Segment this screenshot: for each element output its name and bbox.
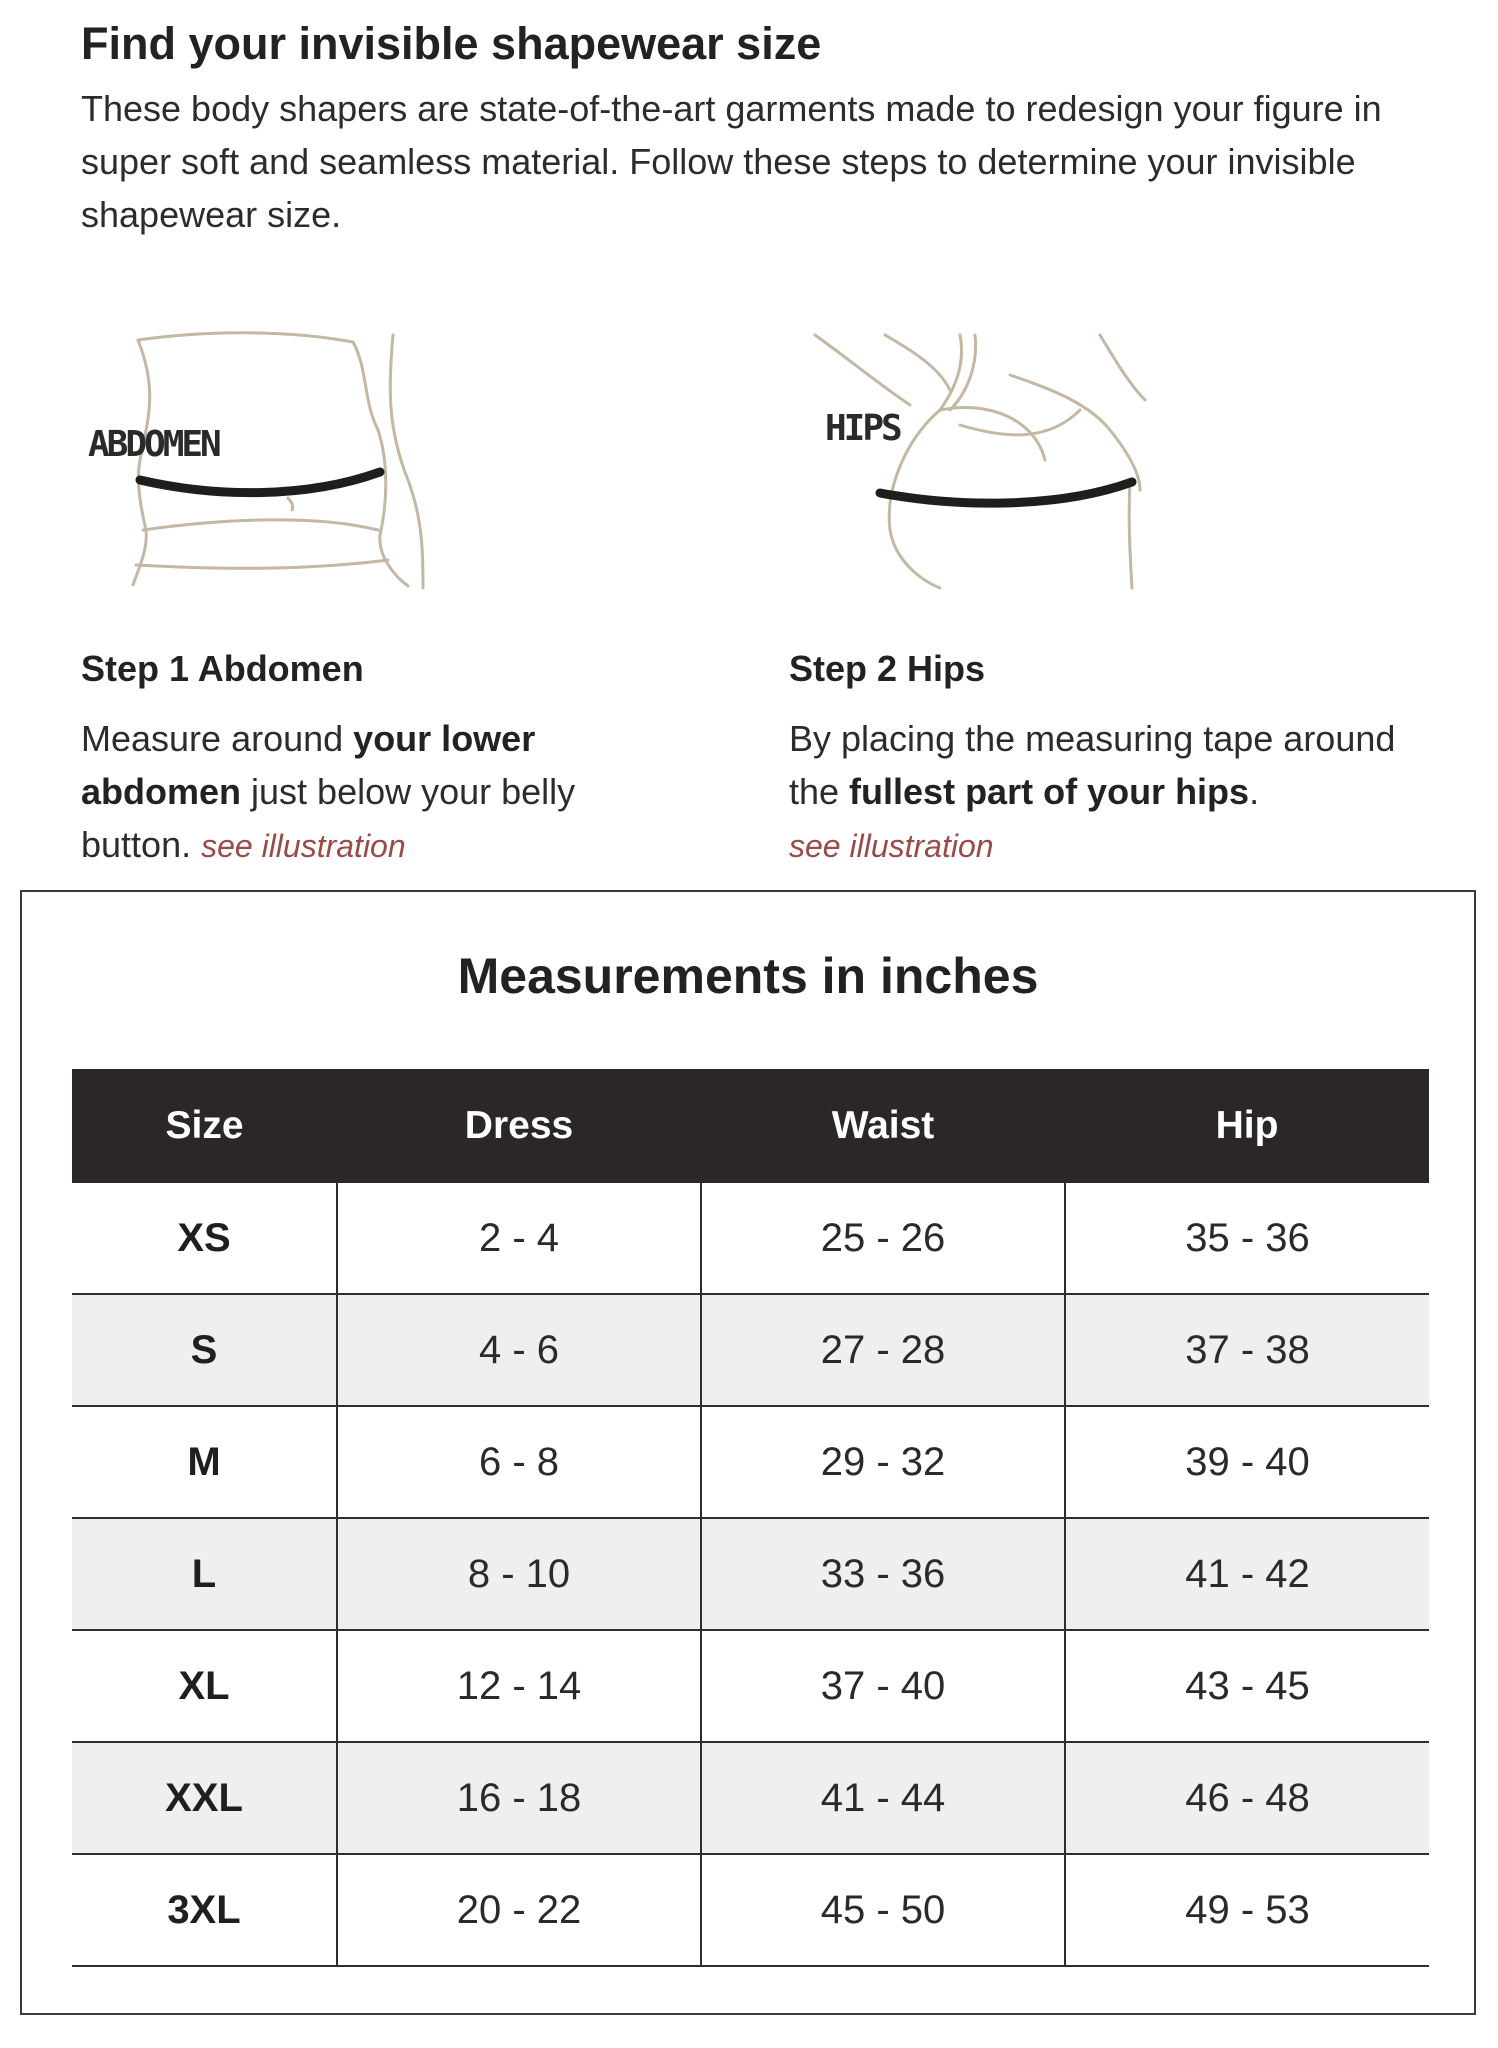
size-table [72, 1069, 1429, 1967]
hips-label: HIPS [825, 408, 900, 449]
waist-cell: 41 - 44 [701, 1742, 1065, 1854]
table-row [72, 1183, 1429, 1294]
hip-cell: 46 - 48 [1065, 1742, 1429, 1854]
dress-cell: 16 - 18 [337, 1742, 701, 1854]
table-row [72, 1854, 1429, 1966]
dress-cell: 12 - 14 [337, 1630, 701, 1742]
table-row [72, 1742, 1429, 1854]
step-1-text-after: just below your belly button. [81, 771, 576, 865]
abdomen-illustration [88, 330, 438, 590]
waist-cell: 33 - 36 [701, 1518, 1065, 1630]
column-header-hip: Hip [1065, 1069, 1429, 1183]
size-cell: M [72, 1406, 337, 1518]
hip-cell: 41 - 42 [1065, 1518, 1429, 1630]
step-2-text-before: By placing the measuring tape around the [789, 718, 1396, 812]
size-cell: L [72, 1518, 337, 1630]
step-1-text-bold: your lower abdomen [81, 718, 536, 812]
hip-cell: 37 - 38 [1065, 1294, 1429, 1406]
dress-cell: 4 - 6 [337, 1294, 701, 1406]
dress-cell: 8 - 10 [337, 1518, 701, 1630]
table-row [72, 1294, 1429, 1406]
waist-cell: 27 - 28 [701, 1294, 1065, 1406]
step-2-title: Step 2 Hips [789, 648, 986, 689]
size-cell: XL [72, 1630, 337, 1742]
hip-cell: 49 - 53 [1065, 1854, 1429, 1966]
size-cell: XS [72, 1183, 337, 1294]
table-row [72, 1518, 1429, 1630]
column-header-size: Size [72, 1069, 337, 1183]
step-2-text-bold: fullest part of your hips [849, 771, 1250, 812]
intro-text: These body shapers are state-of-the-art garments made to redesign your figure in super soft and seamless material. Follow these steps to determine your invisible shapewear size. [81, 88, 1382, 235]
step-1-title: Step 1 Abdomen [81, 648, 364, 689]
size-chart [20, 890, 1476, 2015]
hips-illustration [810, 330, 1160, 590]
step-2-text [789, 712, 1449, 873]
step-2-see-illustration-link[interactable]: see illustration [789, 828, 994, 864]
step-1-see-illustration-link[interactable]: see illustration [201, 828, 406, 864]
waist-cell: 45 - 50 [701, 1854, 1065, 1966]
step-1-text-before: Measure around [81, 718, 354, 759]
dress-cell: 20 - 22 [337, 1854, 701, 1966]
waist-cell: 25 - 26 [701, 1183, 1065, 1294]
hip-cell: 39 - 40 [1065, 1406, 1429, 1518]
hip-cell: 35 - 36 [1065, 1183, 1429, 1294]
column-header-waist: Waist [701, 1069, 1065, 1183]
chart-title: Measurements in inches [457, 948, 1039, 1004]
dress-cell: 6 - 8 [337, 1406, 701, 1518]
dress-cell: 2 - 4 [337, 1183, 701, 1294]
table-row [72, 1630, 1429, 1742]
size-cell: 3XL [72, 1854, 337, 1966]
step-2-text-after: . [1249, 771, 1260, 812]
size-cell: XXL [72, 1742, 337, 1854]
size-cell: S [72, 1294, 337, 1406]
waist-cell: 29 - 32 [701, 1406, 1065, 1518]
waist-cell: 37 - 40 [701, 1630, 1065, 1742]
step-1-text [81, 712, 681, 873]
abdomen-label: ABDOMEN [88, 424, 219, 465]
hip-cell: 43 - 45 [1065, 1630, 1429, 1742]
page-title: Find your invisible shapewear size [81, 18, 822, 69]
table-header-row [72, 1069, 1429, 1183]
column-header-dress: Dress [337, 1069, 701, 1183]
table-row [72, 1406, 1429, 1518]
